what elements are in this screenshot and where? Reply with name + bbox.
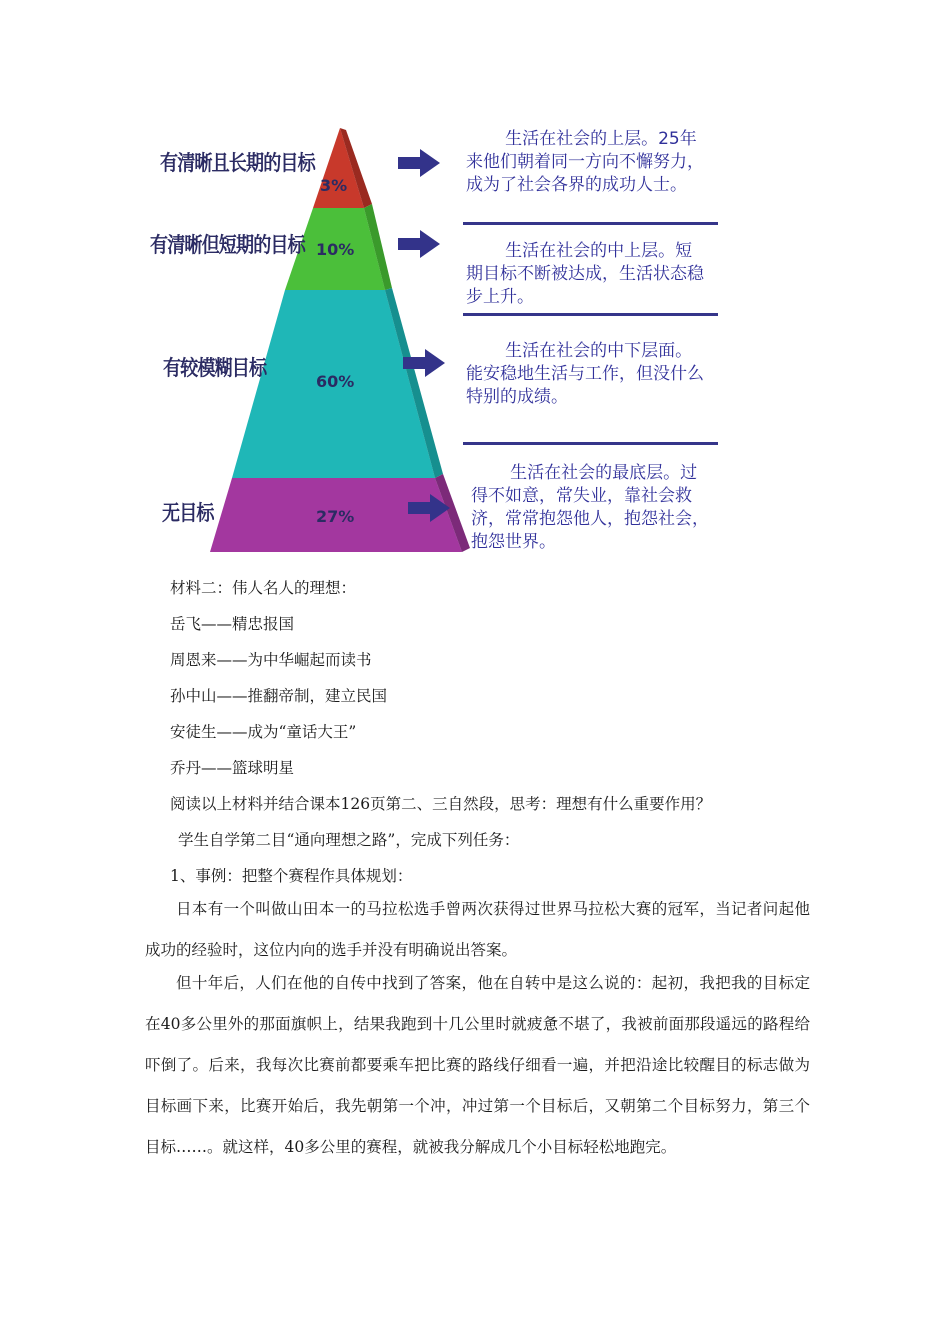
list-item: 乔丹——篮球明星 bbox=[170, 759, 295, 777]
tier-label: 无目标 bbox=[162, 501, 214, 525]
tier-label: 有清晰但短期的目标 bbox=[150, 233, 305, 257]
tier-description bbox=[466, 340, 706, 409]
arrow-icon bbox=[398, 149, 440, 177]
paragraph: 但十年后，人们在他的自传中找到了答案，他在自转中是这么说的：起初，我把我的目标定在40多公里外的那面旗帜上，结果我跑到十几公里时就疲惫不堪了，我被前面那段遥远的路程给吓倒了。后来，我每次比赛前都要乘车把比赛的路线仔细看一遍，并把沿途比较醒目的标志做为目标画下来，比赛开始后，我先朝第一个冲，冲过第一个目标后，又朝第二个目标努力，第三个目标……。就这样，40多公里的赛程，就被我分解成几个小目标轻松地跑完。 bbox=[145, 974, 810, 1156]
tier-description-text: 生活在社会的最底层。过得不如意，常失业，靠社会救济，常常抱怨他人，抱怨社会，抱怨世界。 bbox=[471, 463, 709, 552]
tier-description-text: 生活在社会的上层。25年来他们朝着同一方向不懈努力，成为了社会各界的成功人士。 bbox=[466, 129, 704, 195]
paragraph: 日本有一个叫做山田本一的马拉松选手曾两次获得过世界马拉松大赛的冠军，当记者问起他成功的经验时，这位内向的选手并没有明确说出答案。 bbox=[145, 900, 810, 959]
list-item: 安徒生——成为“童话大王” bbox=[170, 723, 357, 741]
divider bbox=[463, 442, 718, 445]
tier-percent: 3% bbox=[320, 176, 348, 195]
list-item: 岳飞——精忠报国 bbox=[170, 615, 295, 633]
divider bbox=[463, 313, 718, 316]
list-item: 孙中山——推翻帝制，建立民国 bbox=[170, 687, 388, 705]
tier-label: 有较模糊目标 bbox=[163, 356, 267, 380]
question: 阅读以上材料并结合课本126页第二、三自然段，思考：理想有什么重要作用？ bbox=[170, 795, 712, 813]
divider bbox=[463, 222, 718, 225]
tier-description-text: 生活在社会的中下层面。能安稳地生活与工作，但没什么特别的成绩。 bbox=[466, 341, 704, 407]
arrow-icon bbox=[398, 230, 440, 258]
task-heading: 1、事例：把整个赛程作具体规划： bbox=[170, 867, 413, 885]
material-heading: 材料二：伟人名人的理想： bbox=[170, 579, 357, 597]
list-item: 周恩来——为中华崛起而读书 bbox=[170, 651, 372, 669]
tier-description-text: 生活在社会的中上层。短期目标不断被达成，生活状态稳步上升。 bbox=[466, 241, 704, 307]
tier-label: 有清晰且长期的目标 bbox=[160, 151, 315, 175]
tier-percent: 10% bbox=[316, 240, 355, 259]
section-intro: 学生自学第二目“通向理想之路”，完成下列任务： bbox=[178, 831, 520, 849]
goal-pyramid-figure bbox=[0, 0, 950, 570]
tier-percent: 27% bbox=[316, 507, 355, 526]
tier-description bbox=[466, 128, 706, 197]
tier-percent: 60% bbox=[316, 372, 355, 391]
tier-description bbox=[471, 462, 711, 554]
tier-description bbox=[466, 240, 706, 309]
